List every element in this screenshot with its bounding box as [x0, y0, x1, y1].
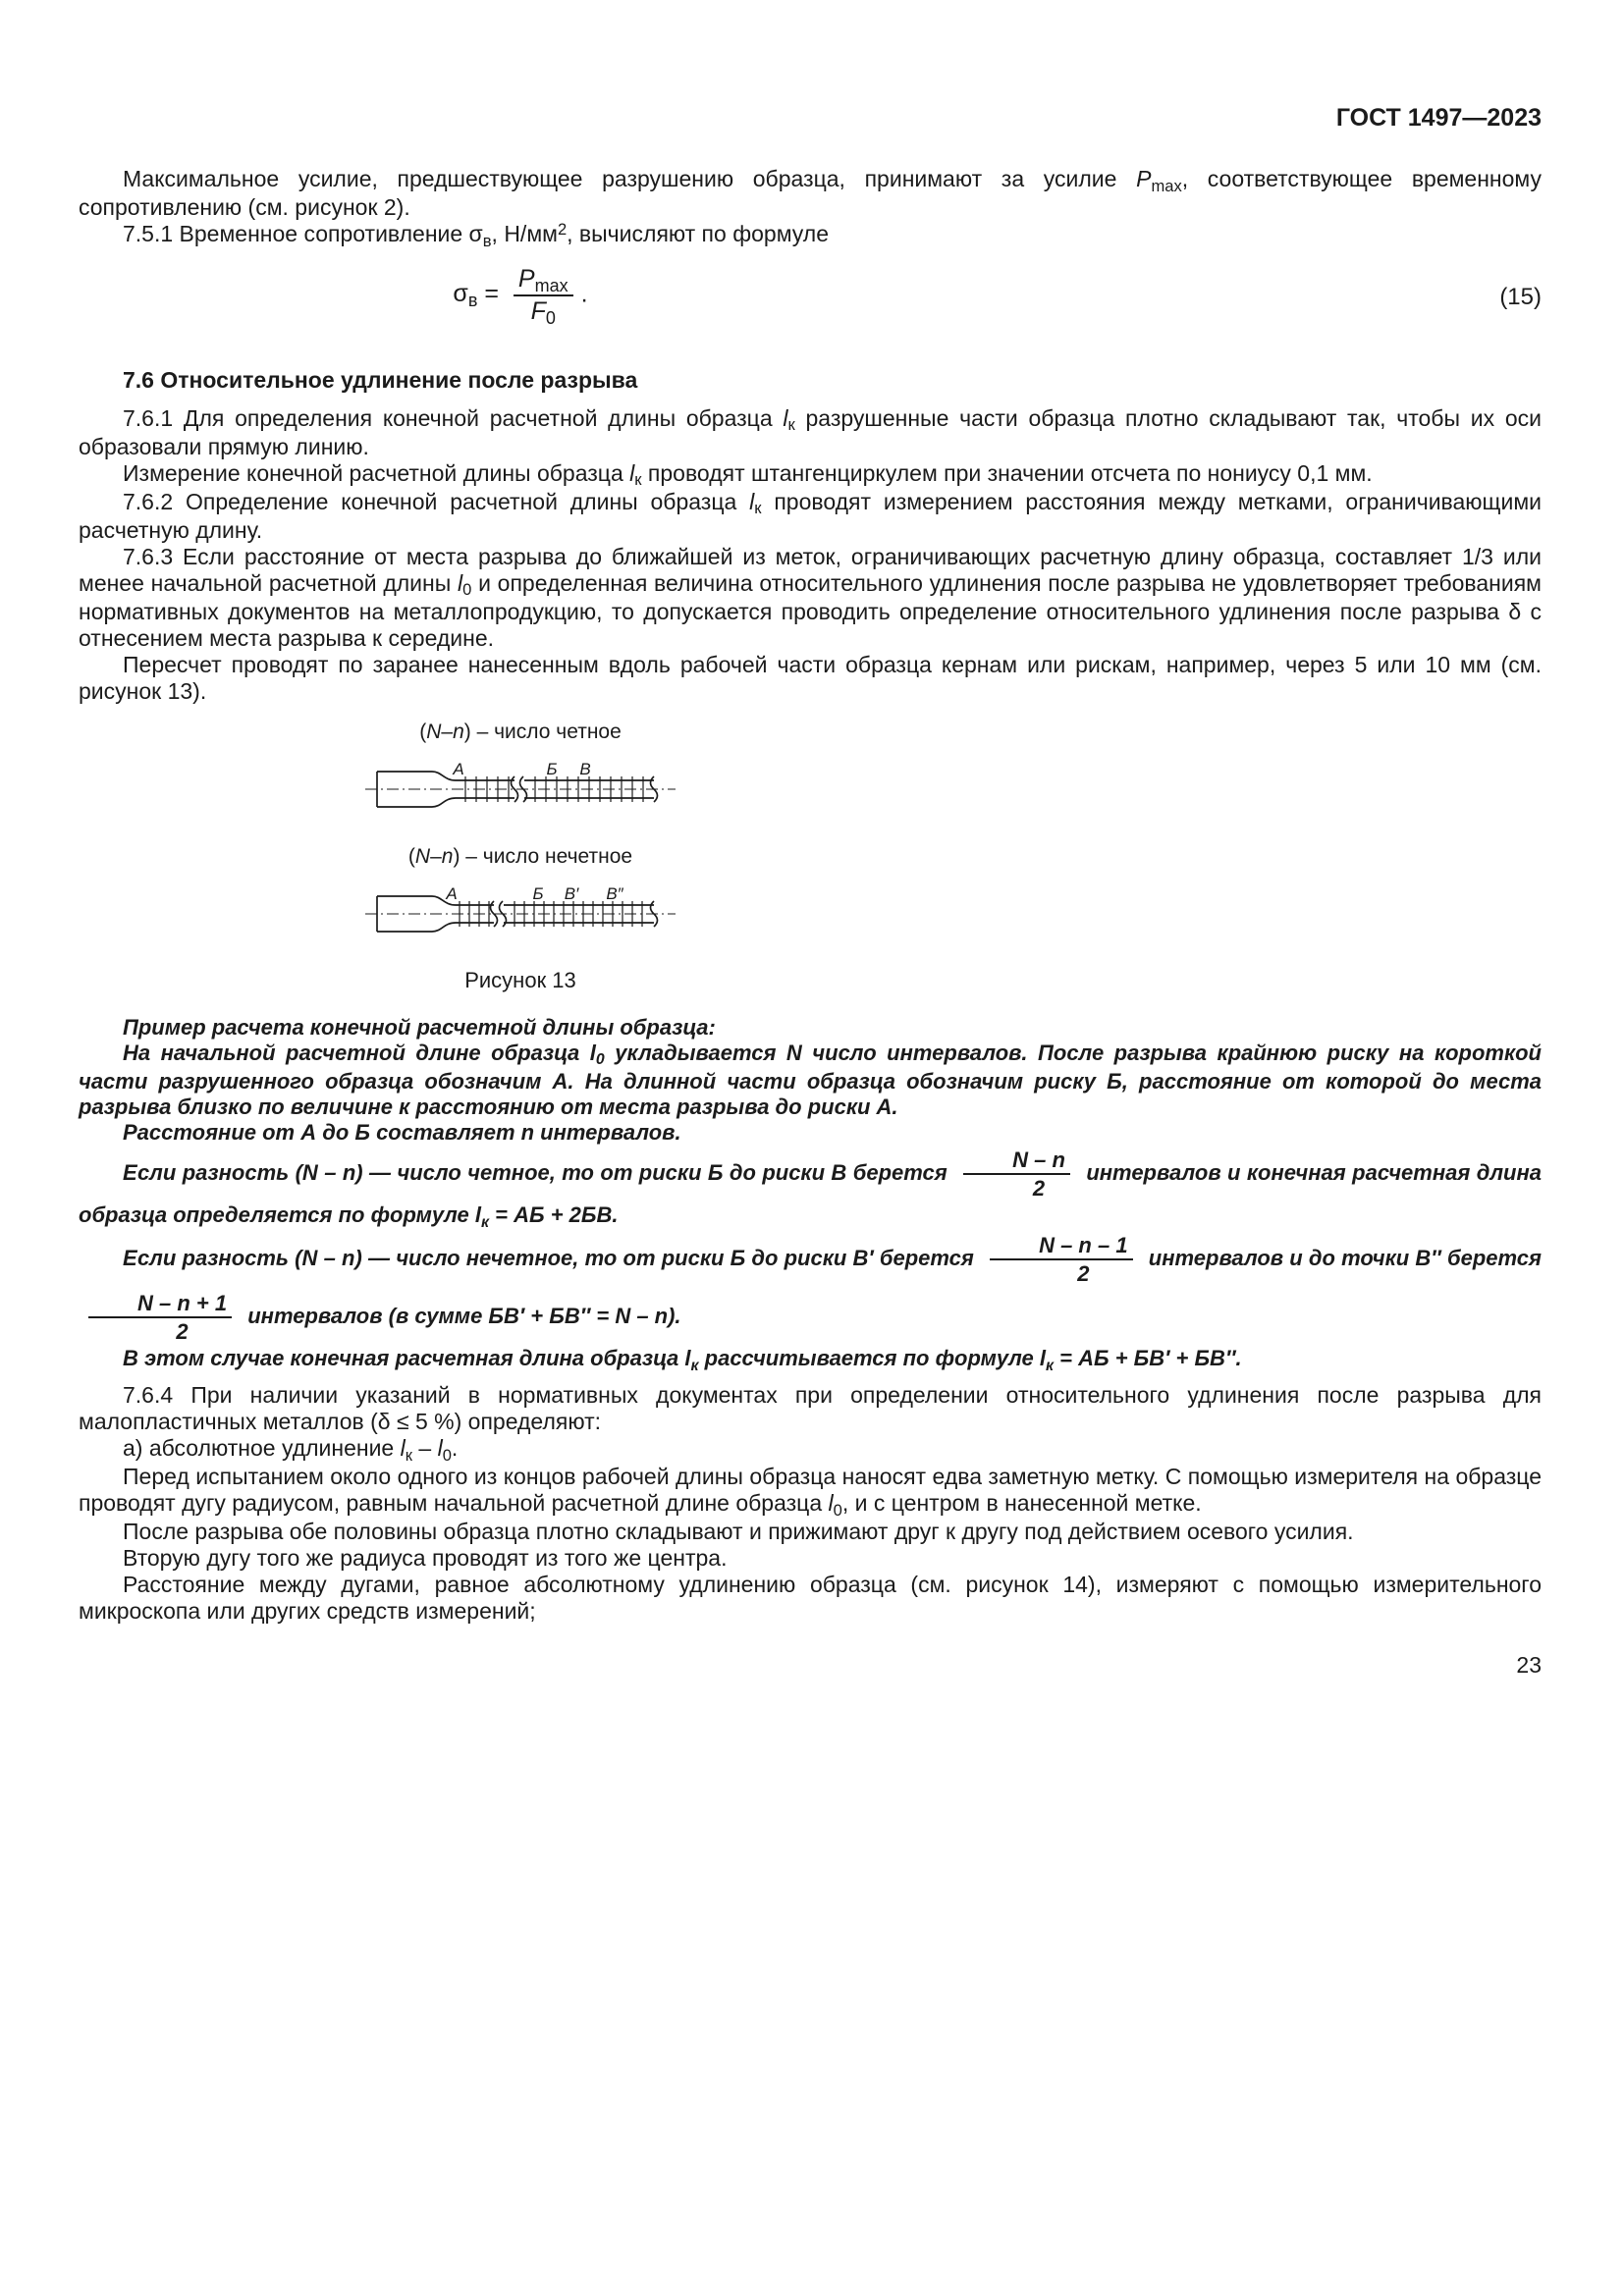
paragraph-max-force: Максимальное усилие, предшествующее разрушению образца, принимают за усилие $P_{max}$, соответствующее временному сопротивлению (см. рисунок 2). [79, 166, 1542, 220]
specimen-diagram-odd [363, 873, 677, 951]
paragraph-7-6-4: 7.6.4 При наличии указаний в нормативных документах при определении относительного удлинения после разрыва для малопластичных металлов (δ ≤ 5 %) определяют: [79, 1382, 1542, 1435]
fraction-numerator: N – n + 1 [88, 1291, 232, 1318]
paragraph-after-break: После разрыва обе половины образца плотно складывают и прижимают друг к другу под действием осевого усилия. [123, 1519, 1354, 1545]
document-code-header: ГОСТ 1497—2023 [1335, 104, 1542, 132]
paragraph-distance-measure: Расстояние между дугами, равное абсолютному удлинению образца (см. рисунок 14), измеряют с помощью измерительного микроскопа или других средств измерений; [79, 1572, 1542, 1625]
mark-label-v: В [579, 759, 591, 778]
paragraph-7-6-3: 7.6.3 Если расстояние от места разрыва до ближайшей из меток, ограничивающих расчетную длину образца, составляет 1/3 или менее начальной расчетной длины $l_0$ и определенная величина относительного удлинения после разрыва не удовлетворяет требованиям нормативных документов на металлопродукцию, то допускается проводить определение относительного удлинения после разрыва δ с отнесением места разрыва к середине. [79, 543, 1542, 651]
fraction-numerator: N – n [963, 1148, 1070, 1175]
formula-15 [79, 265, 962, 326]
fraction-numerator: N – n – 1 [990, 1233, 1132, 1260]
figure-13-label-odd: (N–n) – число нечетное [407, 844, 633, 868]
example-block [79, 1015, 1542, 1375]
formula-period: . [580, 280, 588, 308]
paragraph-before-test: Перед испытанием около одного из концов рабочей длины образца наносят едва заметную метку. С помощью измерителя на образце проводят дугу радиусом, равным начальной расчетной длине образца $l_0$, и с центром в нанесенной метке. [79, 1464, 1542, 1520]
fraction-odd-1 [990, 1233, 1132, 1287]
figure-13-label-even: (N–n) – число четное [419, 720, 622, 743]
example-conclusion: В этом случае конечная расчетная длина образца $l_к$ рассчитывается по формуле $l_к$ = АБ + БВ′ + БВ″. [123, 1346, 1242, 1374]
page-number: 23 [1516, 1652, 1542, 1679]
formula-numerator: $P_{max}$ [514, 265, 573, 296]
fraction-denominator: 2 [1077, 1261, 1090, 1287]
paragraph-second-arc: Вторую дугу того же радиуса проводят из того же центра. [123, 1545, 728, 1572]
example-odd-text-2: интервалов и до точки В″ берется [1148, 1246, 1542, 1271]
mark-label-a: А [453, 759, 464, 778]
fraction-denominator: 2 [1032, 1175, 1046, 1201]
example-odd-text-3: интервалов (в сумме БВ′ + БВ″ = N – n). [247, 1303, 681, 1328]
list-item-a: а) абсолютное удлинение $l_к - l_0$. [123, 1435, 459, 1465]
mark-label-b: Б [546, 759, 558, 778]
example-paragraph-1: На начальной расчетной длине образца $l_0$ укладывается N число интервалов. После разрыва крайнюю риску на короткой части разрушенного образца обозначим А. На длинной части образца обозначим риску Б, расстояние от которой до места разрыва близко по величине к расстоянию от места разрыва до риски А. [79, 1040, 1542, 1119]
example-even-rule [79, 1146, 1542, 1232]
paragraph-recalculation: Пересчет проводят по заранее нанесенным вдоль рабочей части образца кернам или рискам, например, через 5 или 10 мм (см. рисунок 13). [79, 651, 1542, 704]
fraction-odd-2 [88, 1291, 232, 1345]
example-even-text-1: Если разность (N – n) — число четное, то от риски Б до риски В берется [123, 1159, 947, 1185]
figure-13-caption: Рисунок 13 [464, 967, 576, 992]
paragraph-7-6-1: 7.6.1 Для определения конечной расчетной длины образца $l_к$ разрушенные части образца плотно складывают так, чтобы их оси образовали прямую линию. [79, 404, 1542, 459]
mark-label-b: Б [532, 883, 544, 903]
fraction-denominator: 2 [176, 1318, 189, 1344]
example-title: Пример расчета конечной расчетной длины образца: [123, 1014, 716, 1040]
paragraph-7-5-1: 7.5.1 Временное сопротивление $\sigma_в$, $Н/мм^2$, вычисляют по формуле [123, 219, 829, 250]
paragraph-7-6-1-measure: Измерение конечной расчетной длины образца $l_к$ проводят штангенциркулем при значении отсчета по нониусу 0,1 мм. [123, 459, 1373, 490]
example-odd-rule [79, 1231, 1542, 1346]
mark-label-v2: В″ [606, 883, 623, 903]
specimen-diagram-even [363, 748, 677, 827]
heading-7-6: 7.6 Относительное удлинение после разрыва [123, 366, 638, 393]
example-paragraph-2: Расстояние от А до Б составляет n интервалов. [123, 1119, 681, 1145]
example-even-text-2: интервалов и конечная расчетная длина образца определяется по формуле $l_к$ = АБ + 2БВ. [79, 1159, 1542, 1231]
paragraph-7-6-2: 7.6.2 Определение конечной расчетной длины образца $l_к$ проводят измерением расстояния между метками, ограничивающими расчетную длину. [79, 488, 1542, 543]
mark-label-a: А [446, 883, 458, 903]
formula-lhs: $\sigma_в$ = [453, 280, 499, 311]
figure-13 [79, 721, 962, 993]
formula-number: (15) [1499, 283, 1542, 310]
mark-label-v1: В′ [564, 883, 579, 903]
formula-denominator: $F_0$ [530, 296, 556, 328]
fraction-even [963, 1148, 1070, 1201]
formula-15-row [79, 249, 1542, 346]
example-odd-text-1: Если разность (N – n) — число нечетное, то от риски Б до риски В′ берется [123, 1246, 974, 1271]
formula-fraction [514, 265, 573, 326]
